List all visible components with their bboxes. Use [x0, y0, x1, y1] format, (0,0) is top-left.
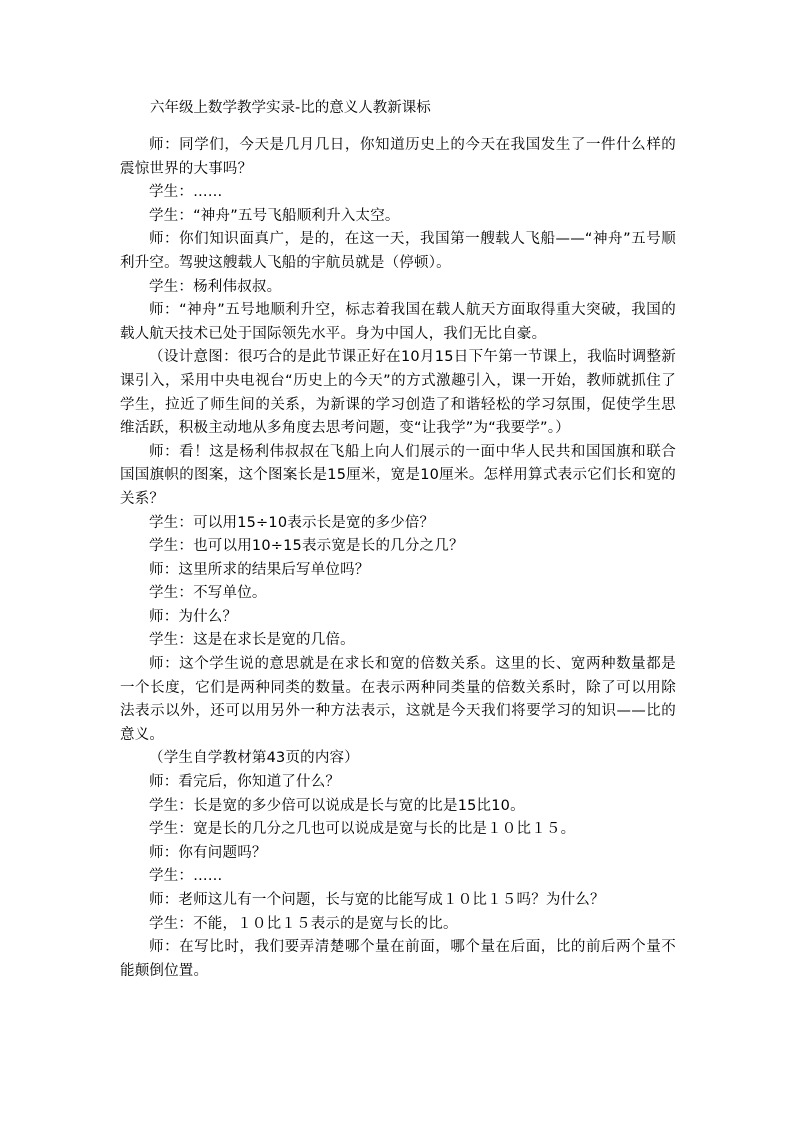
paragraph: 学生：“神舟”五号飞船顺利升入太空。 — [149, 207, 400, 224]
paragraph: 学生：不写单位。 — [149, 585, 267, 602]
paragraph: 学生：宽是长的几分之几也可以说成是宽与长的比是１０比１５。 — [149, 821, 576, 838]
paragraph: 师：这个学生说的意思就是在求长和宽的倍数关系。这里的长、宽两种数量都是一个长度，它们是两种同类的数量。在表示两种同类量的倍数关系时，除了可以用除法表示以外，还可以用另外一种方法表示，这就是今天我们将要学习的知识——比的意义。 — [120, 656, 676, 743]
paragraph: （学生自学教材第43页的内容） — [149, 750, 359, 767]
paragraph: 学生：可以用15÷10表示长是宽的多少倍？ — [149, 514, 435, 531]
paragraph: 学生：不能，１０比１５表示的是宽与长的比。 — [149, 915, 458, 932]
paragraph: 师：在写比时，我们要弄清楚哪个量在前面，哪个量在后面，比的前后两个量不能颠倒位置。 — [120, 939, 676, 979]
paragraph: 学生：…… — [149, 868, 223, 885]
paragraph: 师：你们知识面真广，是的，在这一天，我国第一艘载人飞船——“神舟”五号顺利升空。驾驶这艘载人飞船的宇航员就是（停顿）。 — [120, 231, 676, 271]
paragraph: 学生：这是在求长是宽的几倍。 — [149, 632, 355, 649]
paragraph: 师：为什么？ — [149, 608, 238, 625]
design-intent-paragraph: （设计意图：很巧合的是此节课正好在10月15日下午第一节课上，我临时调整新课引入，采用中央电视台“历史上的今天”的方式激趣引入，课一开始，教师就抓住了学生，拉近了师生间的关系，为新课的学习创造了和谐轻松的学习氛围，促使学生思维活跃，积极主动地从多角度去思考问题，变“让我学”为“我要学”。） — [120, 349, 676, 437]
document-body — [120, 134, 676, 983]
paragraph: 师：“神舟”五号地顺利升空，标志着我国在载人航天方面取得重大突破，我国的载人航天技术已处于国际领先水平。身为中国人，我们无比自豪。 — [120, 302, 676, 342]
paragraph: 学生：也可以用10÷15表示宽是长的几分之几？ — [149, 538, 464, 555]
paragraph: 师：老师这儿有一个问题，长与宽的比能写成１０比１５吗？为什么？ — [149, 892, 605, 908]
paragraph: 学生：杨利伟叔叔。 — [149, 278, 282, 295]
paragraph: 学生：…… — [149, 184, 223, 201]
document-page — [120, 96, 676, 983]
paragraph: 师：同学们，今天是几月几日，你知道历史上的今天在我国发生了一件什么样的震惊世界的大事吗？ — [120, 137, 676, 177]
paragraph: 师：你有问题吗？ — [149, 844, 267, 861]
paragraph: 师：看完后，你知道了什么？ — [149, 774, 341, 791]
paragraph: 师：看！这是杨利伟叔叔在飞船上向人们展示的一面中华人民共和国国旗和联合国国旗帜的图案，这个图案长是15厘米，宽是10厘米。怎样用算式表示它们长和宽的关系？ — [120, 443, 676, 507]
paragraph: 师：这里所求的结果后写单位吗？ — [149, 561, 370, 578]
document-title: 六年级上数学教学实录-比的意义人教新课标 — [150, 100, 431, 116]
paragraph: 学生：长是宽的多少倍可以说成是长与宽的比是15比10。 — [149, 797, 525, 814]
